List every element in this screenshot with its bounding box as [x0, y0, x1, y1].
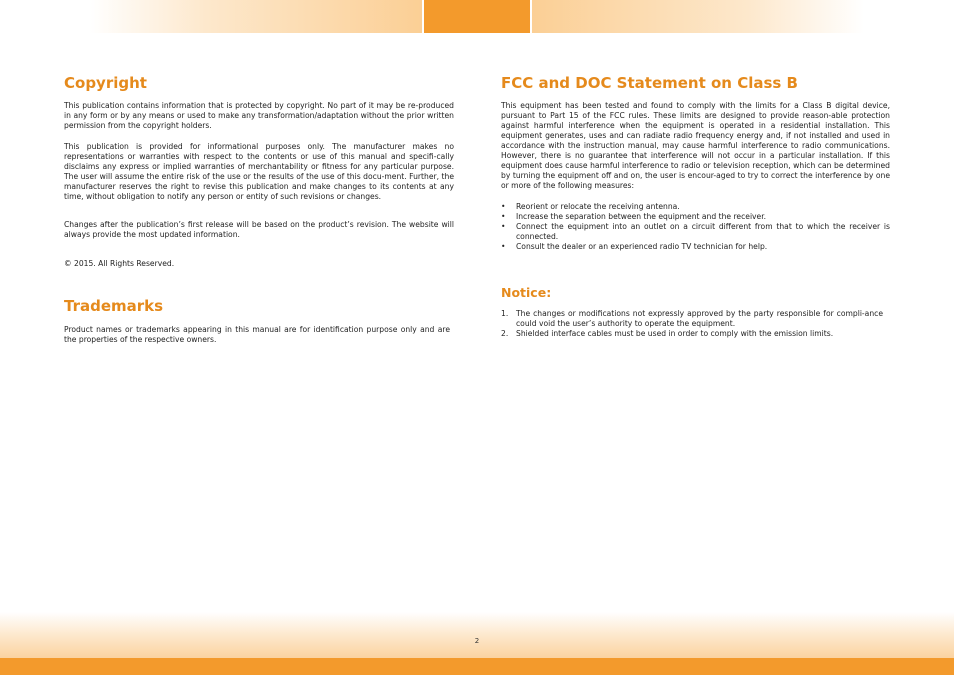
list-item: • Increase the separation between the equipment and the receiver. — [501, 212, 767, 221]
header-center-block — [424, 0, 530, 33]
list-item: 1. The changes or modifications not expressly approved by the party responsible for compli-ance could void the user’s authority to operate the equipment. — [501, 309, 883, 328]
footer-bar — [0, 658, 954, 675]
page-number: 2 — [474, 637, 480, 645]
header-left-gradient-band — [90, 0, 422, 33]
list-item: 2. Shielded interface cables must be used in order to comply with the emission limits. — [501, 329, 834, 338]
copyright-rights: © 2015. All Rights Reserved. — [64, 259, 175, 268]
number-marker: 1. — [501, 309, 509, 318]
bullet-marker: • — [501, 222, 506, 231]
fcc-heading: FCC and DOC Statement on Class B — [501, 74, 798, 92]
bullet-marker: • — [501, 242, 506, 251]
trademarks-paragraph: Product names or trademarks appearing in this manual are for identification purpose only and are the properties of the respective owners. — [64, 325, 450, 344]
footer-gradient-band — [0, 612, 954, 658]
list-item: • Connect the equipment into an outlet on a circuit different from that to which the receiver is connected. — [501, 222, 890, 241]
copyright-paragraph-1: This publication contains information that is protected by copyright. No part of it may be re-produced in any form or by any means or used to make any transformation/adaptation without the prior written permission from the copyright holders. — [64, 101, 454, 130]
copyright-paragraph-2: This publication is provided for informational purposes only. The manufacturer makes no representations or warranties with respect to the contents or use of this manual and specifi-cally disclaims any express or implied warranties of merchantability or fitness for any particular purpose. The user will assume the entire risk of the use or the results of the use of this docu-ment. Further, the manufacturer reserves the right to revise this publication and make changes to its contents at any time, without obligation to notify any person or entity of such revisions or changes. — [64, 142, 454, 201]
copyright-paragraph-3: Changes after the publication’s first release will be based on the product’s revision. The website will always provide the most updated information. — [64, 220, 454, 239]
number-marker: 2. — [501, 329, 509, 338]
notice-heading: Notice: — [501, 285, 552, 300]
bullet-marker: • — [501, 202, 506, 211]
fcc-paragraph: This equipment has been tested and found to comply with the limits for a Class B digital device, pursuant to Part 15 of the FCC rules. These limits are designed to provide reason-able protection against harmful interference when the equipment is operated in a residential installation. This equipment generates, uses and can radiate radio frequency energy and, if not installed and used in accordance with the instruction manual, may cause harmful interference to radio communications. However, there is no guarantee that interference will not occur in a particular installation. If this equipment does cause harmful interference to radio or television reception, which can be determined by turning the equipment off and on, the user is encour-aged to try to correct the interference by one or more of the following measures: — [501, 101, 890, 190]
notice-list — [501, 309, 883, 339]
list-item: • Consult the dealer or an experienced radio TV technician for help. — [501, 242, 768, 251]
copyright-heading: Copyright — [64, 74, 147, 92]
list-item: • Reorient or relocate the receiving antenna. — [501, 202, 680, 211]
bullet-marker: • — [501, 212, 506, 221]
header-right-gradient-band — [532, 0, 864, 33]
fcc-measures-list — [501, 202, 890, 252]
trademarks-heading: Trademarks — [64, 297, 164, 315]
